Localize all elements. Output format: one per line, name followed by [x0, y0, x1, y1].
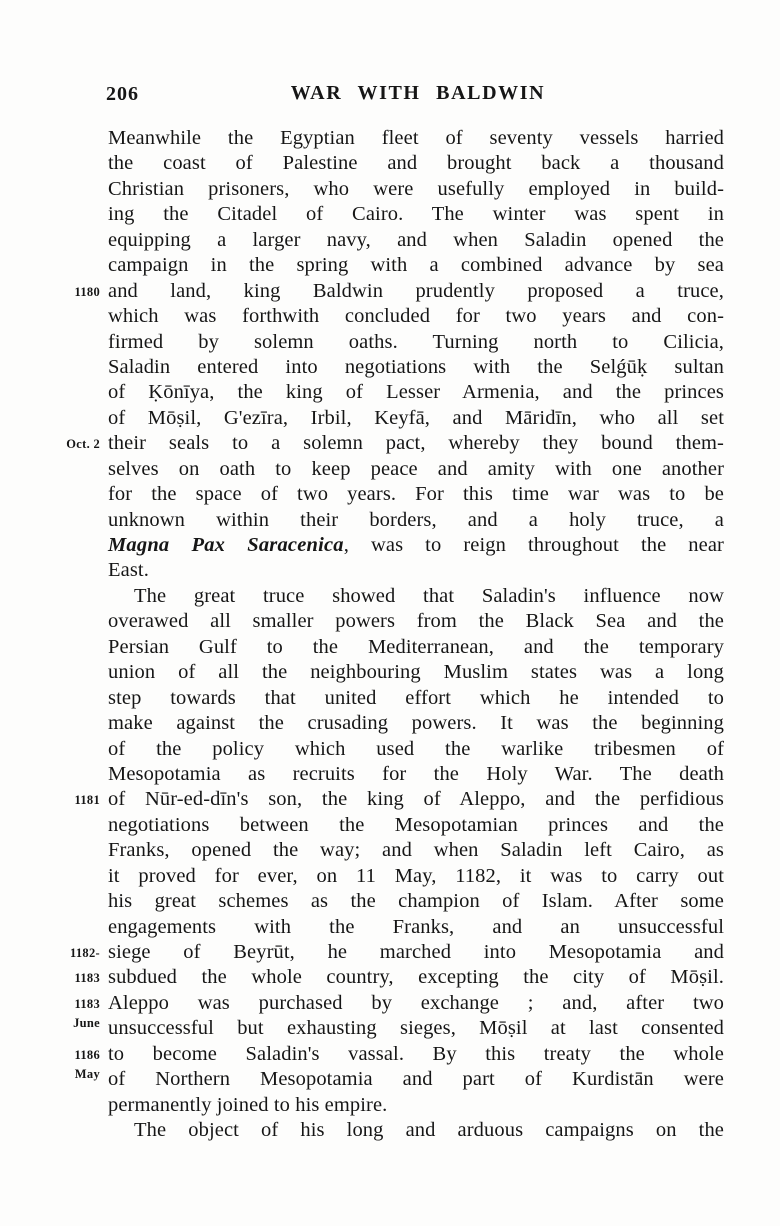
text-line: equipping a larger navy, and when Saladin opened the	[108, 228, 724, 251]
text-line: their seals to a solemn pact, whereby they bound them-	[108, 432, 724, 455]
margin-gutter	[0, 889, 108, 914]
margin-gutter	[0, 813, 108, 838]
running-header-title: WAR WITH BALDWIN	[290, 82, 546, 104]
text-line-row	[0, 1042, 780, 1067]
text-line-row	[0, 304, 780, 329]
margin-gutter	[0, 457, 108, 482]
margin-gutter	[0, 762, 108, 787]
text-line-row	[0, 838, 780, 863]
page-number: 206	[106, 83, 139, 105]
text-line-row	[0, 584, 780, 609]
text-line: make against the crusading powers. It was the beginning	[108, 712, 724, 735]
text-line: siege of Beyrūt, he marched into Mesopotamia and	[108, 941, 724, 963]
margin-gutter	[0, 202, 108, 227]
text-line: The object of his long and arduous campaigns on the	[134, 1119, 724, 1142]
text-segment: , was to reign throughout the near	[343, 534, 724, 556]
text-line-row	[0, 1067, 780, 1092]
text-line-row	[0, 406, 780, 431]
margin-gutter	[0, 304, 108, 329]
margin-date	[0, 991, 108, 1016]
margin-gutter	[0, 406, 108, 431]
margin-gutter	[0, 864, 108, 889]
text-line-row	[0, 635, 780, 660]
margin-gutter	[0, 686, 108, 711]
text-line-row	[0, 151, 780, 176]
margin-gutter	[0, 508, 108, 533]
margin-gutter	[0, 635, 108, 660]
margin-date-label: May	[74, 1067, 100, 1082]
running-header	[0, 82, 780, 108]
text-line: Mesopotamia as recruits for the Holy War. The death	[108, 762, 724, 785]
text-line: unknown within their borders, and a holy truce, a	[108, 508, 724, 531]
text-line: of Northern Mesopotamia and part of Kurdistān were	[108, 1068, 724, 1091]
margin-gutter	[0, 355, 108, 380]
text-line-row	[0, 864, 780, 889]
text-line-row	[0, 711, 780, 736]
text-line: Saladin entered into negotiations with the Selǵūḳ sultan	[108, 355, 724, 378]
margin-date-label: 1186	[74, 1047, 100, 1062]
text-line: Aleppo was purchased by exchange ; and, after two	[108, 991, 724, 1014]
margin-gutter	[0, 533, 108, 558]
text-line: overawed all smaller powers from the Black Sea and the	[108, 610, 724, 633]
text-line-row	[0, 380, 780, 405]
text-line-row	[0, 330, 780, 355]
text-line-row	[0, 762, 780, 787]
text-line: his great schemes as the champion of Islam. After some	[108, 890, 724, 913]
text-line-row	[0, 1016, 780, 1041]
text-line-row	[0, 915, 780, 940]
margin-date	[0, 1016, 108, 1041]
text-line-row	[0, 202, 780, 227]
text-line: it proved for ever, on 11 May, 1182, it was to carry out	[108, 864, 724, 887]
text-line	[108, 533, 724, 558]
margin-gutter	[0, 228, 108, 253]
text-line: which was forthwith concluded for two years and con-	[108, 305, 724, 328]
text-line: East.	[108, 559, 149, 582]
margin-date	[0, 1042, 108, 1067]
margin-gutter	[0, 330, 108, 355]
text-line-row	[0, 508, 780, 533]
text-line: Franks, opened the way; and when Saladin left Cairo, as	[108, 839, 724, 862]
margin-date-label: 1183	[74, 996, 100, 1011]
margin-date-label: 1182-	[70, 946, 100, 960]
margin-gutter	[0, 737, 108, 762]
margin-date-label: 1183	[74, 971, 100, 986]
text-line: engagements with the Franks, and an unsuccessful	[108, 915, 724, 938]
margin-gutter	[0, 151, 108, 176]
text-line: selves on oath to keep peace and amity with one another	[108, 457, 724, 480]
text-line-row	[0, 533, 780, 558]
text-line-row	[0, 1093, 780, 1118]
text-line-row	[0, 609, 780, 634]
text-line: step towards that united effort which he intended to	[108, 686, 724, 709]
text-line-row	[0, 431, 780, 456]
margin-date	[0, 940, 108, 965]
text-line: Meanwhile the Egyptian fleet of seventy vessels harried	[108, 127, 724, 149]
text-line: of Ḳōnīya, the king of Lesser Armenia, and the princes	[108, 381, 724, 404]
margin-gutter	[0, 1093, 108, 1118]
text-line-row	[0, 813, 780, 838]
text-line: firmed by solemn oaths. Turning north to Cilicia,	[108, 330, 724, 353]
text-line-row	[0, 457, 780, 482]
margin-date-label: 1181	[74, 793, 100, 808]
margin-date	[0, 965, 108, 990]
margin-gutter	[0, 177, 108, 202]
margin-gutter	[0, 609, 108, 634]
text-line: The great truce showed that Saladin's influence now	[134, 584, 724, 607]
text-line-row	[0, 686, 780, 711]
text-line-row	[0, 279, 780, 304]
margin-date-label: Oct. 2	[66, 437, 100, 452]
text-line-row	[0, 737, 780, 762]
text-line-row	[0, 1118, 780, 1143]
text-line: unsuccessful but exhausting sieges, Mōṣil at last consented	[108, 1017, 724, 1040]
margin-date	[0, 787, 108, 812]
text-line-row	[0, 787, 780, 812]
text-line: for the space of two years. For this time war was to be	[108, 483, 724, 506]
margin-date-label: 1180	[74, 284, 100, 299]
text-line: the coast of Palestine and brought back a thousand	[108, 152, 724, 175]
margin-gutter	[0, 838, 108, 863]
text-line: ing the Citadel of Cairo. The winter was spent in	[108, 203, 724, 226]
margin-gutter	[0, 482, 108, 507]
text-line: to become Saladin's vassal. By this treaty the whole	[108, 1042, 724, 1065]
margin-gutter	[0, 915, 108, 940]
margin-gutter	[0, 126, 108, 151]
margin-gutter	[0, 711, 108, 736]
margin-gutter	[0, 558, 108, 583]
text-line-row	[0, 126, 780, 151]
text-line-row	[0, 558, 780, 583]
text-line: negotiations between the Mesopotamian princes and the	[108, 813, 724, 836]
margin-date	[0, 1067, 108, 1092]
text-line: of Nūr-ed-dīn's son, the king of Aleppo, and the perfidious	[108, 788, 724, 811]
margin-gutter	[0, 380, 108, 405]
margin-date	[0, 431, 108, 456]
text-line-row	[0, 355, 780, 380]
text-line: of the policy which used the warlike tribesmen of	[108, 737, 724, 760]
margin-gutter	[0, 660, 108, 685]
text-line: campaign in the spring with a combined advance by sea	[108, 254, 724, 277]
text-line-row	[0, 228, 780, 253]
text-line-row	[0, 889, 780, 914]
text-line-row	[0, 940, 780, 965]
text-line: and land, king Baldwin prudently proposed a truce,	[108, 279, 724, 302]
text-line: subdued the whole country, excepting the city of Mōṣil.	[108, 966, 724, 989]
text-line-row	[0, 253, 780, 278]
text-line-row	[0, 965, 780, 990]
margin-date-label: June	[73, 1016, 100, 1031]
text-line-row	[0, 991, 780, 1016]
italic-phrase: Magna Pax Saracenica	[108, 534, 344, 556]
body-lines	[0, 126, 780, 1144]
text-line: union of all the neighbouring Muslim states was a long	[108, 661, 724, 684]
text-line-row	[0, 482, 780, 507]
text-line: Christian prisoners, who were usefully employed in build-	[108, 177, 724, 200]
text-line: Persian Gulf to the Mediterranean, and the temporary	[108, 635, 724, 658]
text-line-row	[0, 177, 780, 202]
text-line: of Mōṣil, G'ezīra, Irbil, Keyfā, and Māridīn, who all set	[108, 406, 724, 429]
text-line: permanently joined to his empire.	[108, 1093, 388, 1116]
text-line-row	[0, 660, 780, 685]
margin-date	[0, 279, 108, 304]
margin-gutter	[0, 584, 108, 609]
margin-gutter	[0, 1118, 108, 1143]
margin-gutter	[0, 253, 108, 278]
